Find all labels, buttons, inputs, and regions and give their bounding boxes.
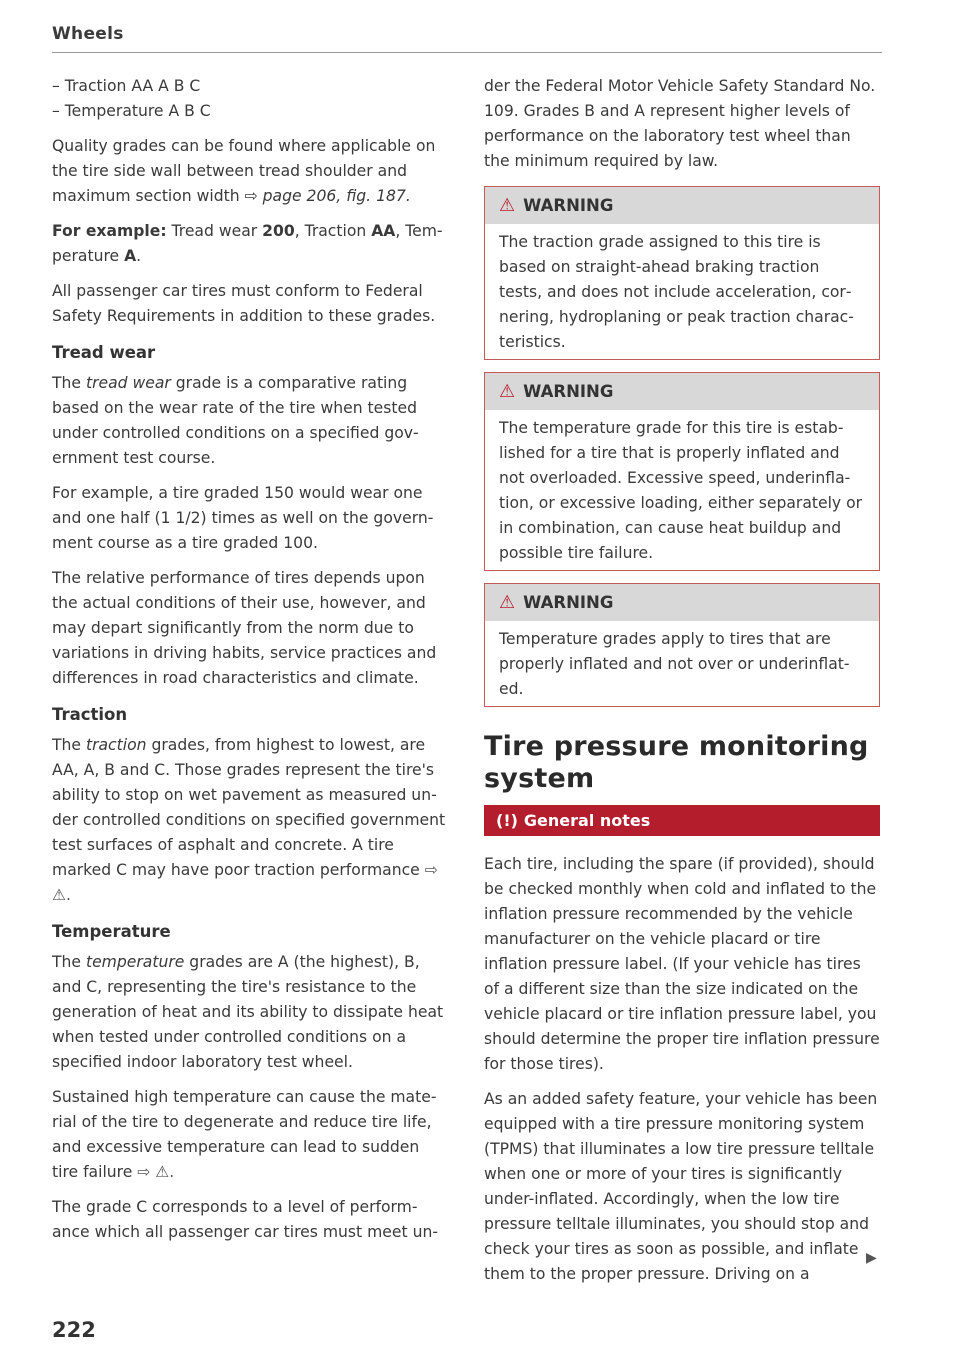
warning-triangle-icon: ⚠ — [499, 194, 516, 216]
warning-header — [485, 373, 879, 410]
paragraph-continued: der the Federal Motor Vehicle Safety Standard No. 109. Grades B and A represent higher levels of performance on the laboratory test wheel than the minimum required by law. — [484, 77, 876, 170]
emphasis-term: traction — [85, 736, 147, 754]
emphasis-term: tread wear — [85, 374, 171, 392]
paragraph-text: grade is a comparative rating based on the wear rate of the tire when tested under controlled conditions on a specified government test course. — [52, 374, 419, 467]
paragraph-each-tire: Each tire, including the spare (if provided), should be checked monthly when cold and inflated to the inflation pressure recommended by the vehicle manufacturer on the vehicle placard or tire inflation pressure label. (If your vehicle has tires of a different size than the size indicated on the vehicle placard or tire inflation pressure label, you should determine the proper tire inflation pressure for those tires). — [484, 855, 880, 1073]
heading-temperature: Temperature — [52, 922, 171, 941]
warning-box — [484, 186, 880, 360]
warning-reference-link[interactable]: ⇨ ⚠. — [137, 1163, 175, 1181]
traction-value: AA — [371, 222, 396, 240]
paragraph-example — [52, 219, 448, 269]
paragraph-text: The — [52, 736, 86, 754]
paragraph-text: . — [136, 247, 142, 265]
paragraph-text: The — [52, 953, 86, 971]
tread-wear-value: 200 — [262, 222, 295, 240]
heading-tread-wear: Tread wear — [52, 343, 156, 362]
warning-label: WARNING — [523, 196, 614, 215]
page-header-title: Wheels — [52, 24, 124, 44]
tpms-warning-icon: (!) — [496, 811, 518, 830]
warning-triangle-icon: ⚠ — [499, 591, 516, 613]
header-divider — [52, 52, 882, 53]
right-column — [484, 74, 880, 1297]
warning-box — [484, 372, 880, 571]
warning-text: Temperature grades apply to tires that are properly inflated and not over or underinflated. — [499, 630, 850, 698]
warning-header — [485, 187, 879, 224]
paragraph-text: Sustained high temperature can cause the material of the tire to degenerate and reduce tire life, and excessive temperature can lead to sudden tire failure — [52, 1088, 437, 1181]
paragraph-temperature — [52, 950, 448, 1075]
paragraph-text: grades, from highest to lowest, are AA, A, B and C. Those grades represent the tire's ability to stop on wet pavement as measured under controlled conditions on specified government test surfaces of asphalt and concrete. A tire marked C may have poor traction performance — [52, 736, 446, 879]
paragraph-text: grades are A (the highest), B, and C, representing the tire's resistance to the generation of heat and its ability to dissipate heat when tested under controlled conditions on a specified indoor laboratory test wheel. — [52, 953, 444, 1071]
warning-label: WARNING — [523, 593, 614, 612]
left-column — [52, 74, 448, 1255]
list-item: – Traction AA A B C — [52, 77, 201, 95]
paragraph-text: Tread wear — [166, 222, 263, 240]
paragraph-traction — [52, 733, 448, 908]
page-reference-link[interactable]: ⇨ page 206, fig. 187. — [244, 187, 411, 205]
warning-text: The temperature grade for this tire is established for a tire that is properly inflated and not overloaded. Excessive speed, underinflation, or excessive loading, either separately or in combination, can cause heat buildup and possible tire failure. — [499, 419, 863, 562]
warning-label: WARNING — [523, 382, 614, 401]
paragraph-tread — [52, 371, 448, 471]
warning-header — [485, 584, 879, 621]
paragraph-text: The — [52, 374, 86, 392]
page-number: 222 — [52, 1318, 96, 1342]
continue-arrow-icon: ▶ — [866, 1250, 877, 1266]
subsection-title: General notes — [523, 811, 651, 830]
paragraph-quality — [52, 134, 448, 209]
temperature-value: A — [124, 247, 137, 265]
emphasis-term: temperature — [85, 953, 185, 971]
warning-triangle-icon: ⚠ — [499, 380, 516, 402]
warning-reference-link[interactable]: ⇨ ⚠. — [52, 861, 438, 904]
heading-traction: Traction — [52, 705, 128, 724]
paragraph-tread-example: For example, a tire graded 150 would wear one and one half (1 1/2) times as well on the government course as a tire graded 100. — [52, 484, 434, 552]
paragraph-sustained — [52, 1085, 448, 1185]
paragraph-tread-performance: The relative performance of tires depends upon the actual conditions of their use, however, and may depart significantly from the norm due to variations in driving habits, service practices and differences in road characteristics and climate. — [52, 569, 437, 687]
paragraph-grade-c: The grade C corresponds to a level of performance which all passenger car tires must meet un- — [52, 1198, 438, 1241]
paragraph-conform: All passenger car tires must conform to Federal Safety Requirements in addition to these grades. — [52, 282, 436, 325]
example-label: For example: — [52, 222, 167, 240]
warning-text: The traction grade assigned to this tire is based on straight-ahead braking traction tests, and does not include acceleration, cornering, hydroplaning or peak traction characteristics. — [499, 233, 854, 351]
list-item: – Temperature A B C — [52, 102, 211, 120]
paragraph-added-safety: As an added safety feature, your vehicle has been equipped with a tire pressure monitoring system (TPMS) that illuminates a low tire pressure telltale when one or more of your tires is significantly under-inflated. Accordingly, when the low tire pressure telltale illuminates, you should stop and check your tires as soon as possible, and inflate them to the proper pressure. Driving on a — [484, 1090, 878, 1283]
subsection-header — [484, 805, 880, 836]
warning-box — [484, 583, 880, 707]
section-title: Tire pressure monitoring system — [484, 731, 869, 794]
paragraph-text: , Temperature — [52, 222, 443, 265]
paragraph-text: Quality grades can be found where applicable on the tire side wall between tread shoulder and maximum section width — [52, 137, 436, 205]
paragraph-text: , Traction — [294, 222, 372, 240]
